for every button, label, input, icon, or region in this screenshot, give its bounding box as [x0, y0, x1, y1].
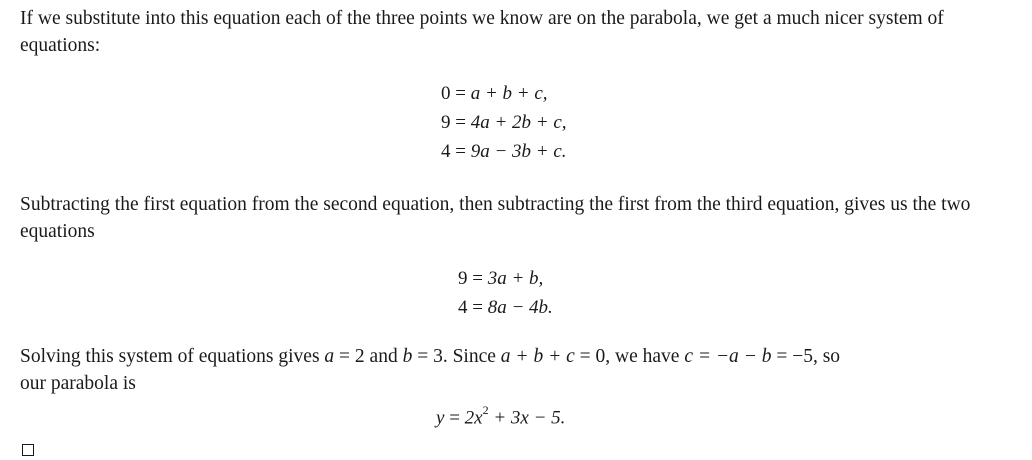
paragraph-subtracting: Subtracting the first equation from the second equation, then subtracting the first from the third equation, gives us the two equations: [20, 194, 971, 242]
equation-line: 9 = 4a + 2b + c,: [441, 112, 567, 133]
final-parabola-equation: $y = 2x^2 + 3x - 5$.: [436, 403, 566, 429]
paragraph-solving: [20, 343, 1015, 397]
equation-system-two: [458, 265, 553, 323]
equation-line: 4 = 8a − 4b.: [458, 297, 553, 318]
paragraph-intro: If we substitute into this equation each of the three points we know are on the parabola, we get a much nicer system of equations:: [20, 8, 944, 56]
solving-line-2: our parabola is: [20, 373, 136, 394]
qed-square-icon: [22, 444, 34, 456]
equation-line: 4 = 9a − 3b + c.: [441, 141, 567, 162]
equation-system-three: [441, 80, 567, 167]
solving-line: Solving this system of equations gives a = 2 and b = 3. Since a + b + c = 0, we have c = −a − b = −5, so: [20, 346, 841, 367]
equation-line: 9 = 3a + b,: [458, 268, 544, 289]
equation-line: 0 = a + b + c,: [441, 83, 548, 104]
